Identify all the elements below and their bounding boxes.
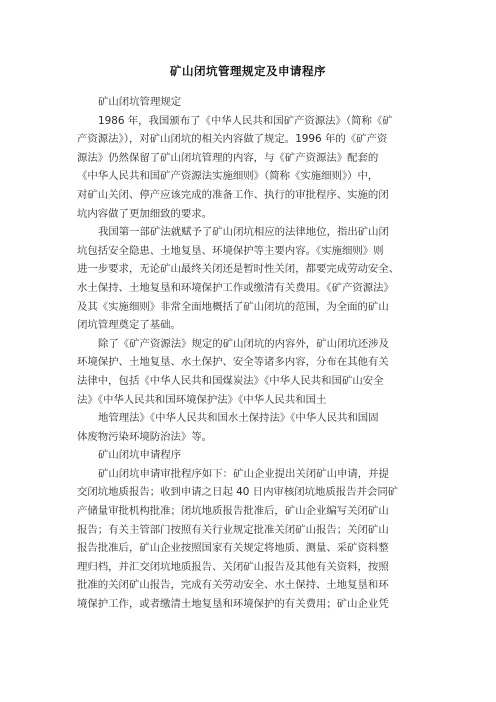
text-line: 1986 年，我国颁布了《中华人民共和国矿产资源法》（简称《矿 xyxy=(98,114,393,127)
text-line: 矿山闭坑管理规定 xyxy=(98,96,182,108)
text-line: 地管理法》《中华人民共和国水土保持法》《中华人民共和国固 xyxy=(98,412,379,425)
text-line: 我国第一部矿法就赋予了矿山闭坑相应的法律地位，指出矿山闭 xyxy=(98,226,389,239)
text-line: 产储量审批机构批准；闭坑地质报告批准后，矿山企业编写关闭矿山 xyxy=(77,505,389,518)
text-line: 矿山闭坑申请审批程序如下：矿山企业提出关闭矿山申请，并提 xyxy=(98,467,389,480)
text-line: 源法》仍然保留了矿山闭坑管理的内容，与《矿产资源法》配套的 xyxy=(77,151,379,164)
text-line: 除了《矿产资源法》规定的矿山闭坑的内容外，矿山闭坑还涉及 xyxy=(98,337,389,350)
text-line: 环境保护、土地复垦、水土保护、安全等诸多内容，分布在其他有关 xyxy=(77,356,389,369)
text-line: 法》《中华人民共和国环境保护法》《中华人民共和国土 xyxy=(77,393,327,406)
text-line: 坑内容做了更加细致的要求。 xyxy=(77,207,213,220)
text-line: 对矿山关闭、停产应该完成的准备工作、执行的审批程序、实施的闭 xyxy=(77,188,389,201)
text-line: 体废物污染环境防治法》等。 xyxy=(77,430,213,443)
text-line: 《中华人民共和国矿产资源法实施细则》（简称《实施细则》）中， xyxy=(77,170,379,183)
document-body xyxy=(77,93,415,614)
text-line: 批准的关闭矿山报告，完成有关劳动安全、水土保持、土地复垦和环 xyxy=(77,579,389,592)
text-line: 报告；有关主管部门按照有关行业规定批准关闭矿山报告；关闭矿山 xyxy=(77,523,389,536)
text-line: 法律中，包括《中华人民共和国煤炭法》《中华人民共和国矿山安全 xyxy=(77,374,384,387)
text-line: 坑包括安全隐患、土地复垦、环境保护等主要内容。《实施细则》则 xyxy=(77,244,384,257)
document-title: 矿山闭坑管理规定及申请程序 xyxy=(170,64,326,78)
text-line: 境保护工作，或者缴清土地复垦和环境保护的有关费用；矿山企业凭 xyxy=(77,598,389,611)
text-line: 及其《实施细则》非常全面地概括了矿山闭坑的范围，为全面的矿山 xyxy=(77,300,389,313)
text-line: 交闭坑地质报告；收到申请之日起 40 日内审核闭坑地质报告并会同矿 xyxy=(77,486,399,499)
text-line: 报告批准后，矿山企业按照国家有关规定将地质、测量、采矿资料整 xyxy=(77,542,389,555)
text-line: 矿山闭坑申请程序 xyxy=(98,449,182,462)
text-line: 闭坑管理奠定了基础。 xyxy=(77,319,181,332)
text-line: 水土保持、土地复垦和环境保护工作或缴清有关费用。《矿产资源法》 xyxy=(77,281,394,294)
text-line: 理归档，并汇交闭坑地质报告、关闭矿山报告及其他有关资料，按照 xyxy=(77,560,389,573)
text-line: 产资源法》），对矿山闭坑的相关内容做了规定。1996 年的《矿产资 xyxy=(77,133,388,146)
text-line: 进一步要求，无论矿山最终关闭还是暂时性关闭，都要完成劳动安全、 xyxy=(77,263,400,276)
